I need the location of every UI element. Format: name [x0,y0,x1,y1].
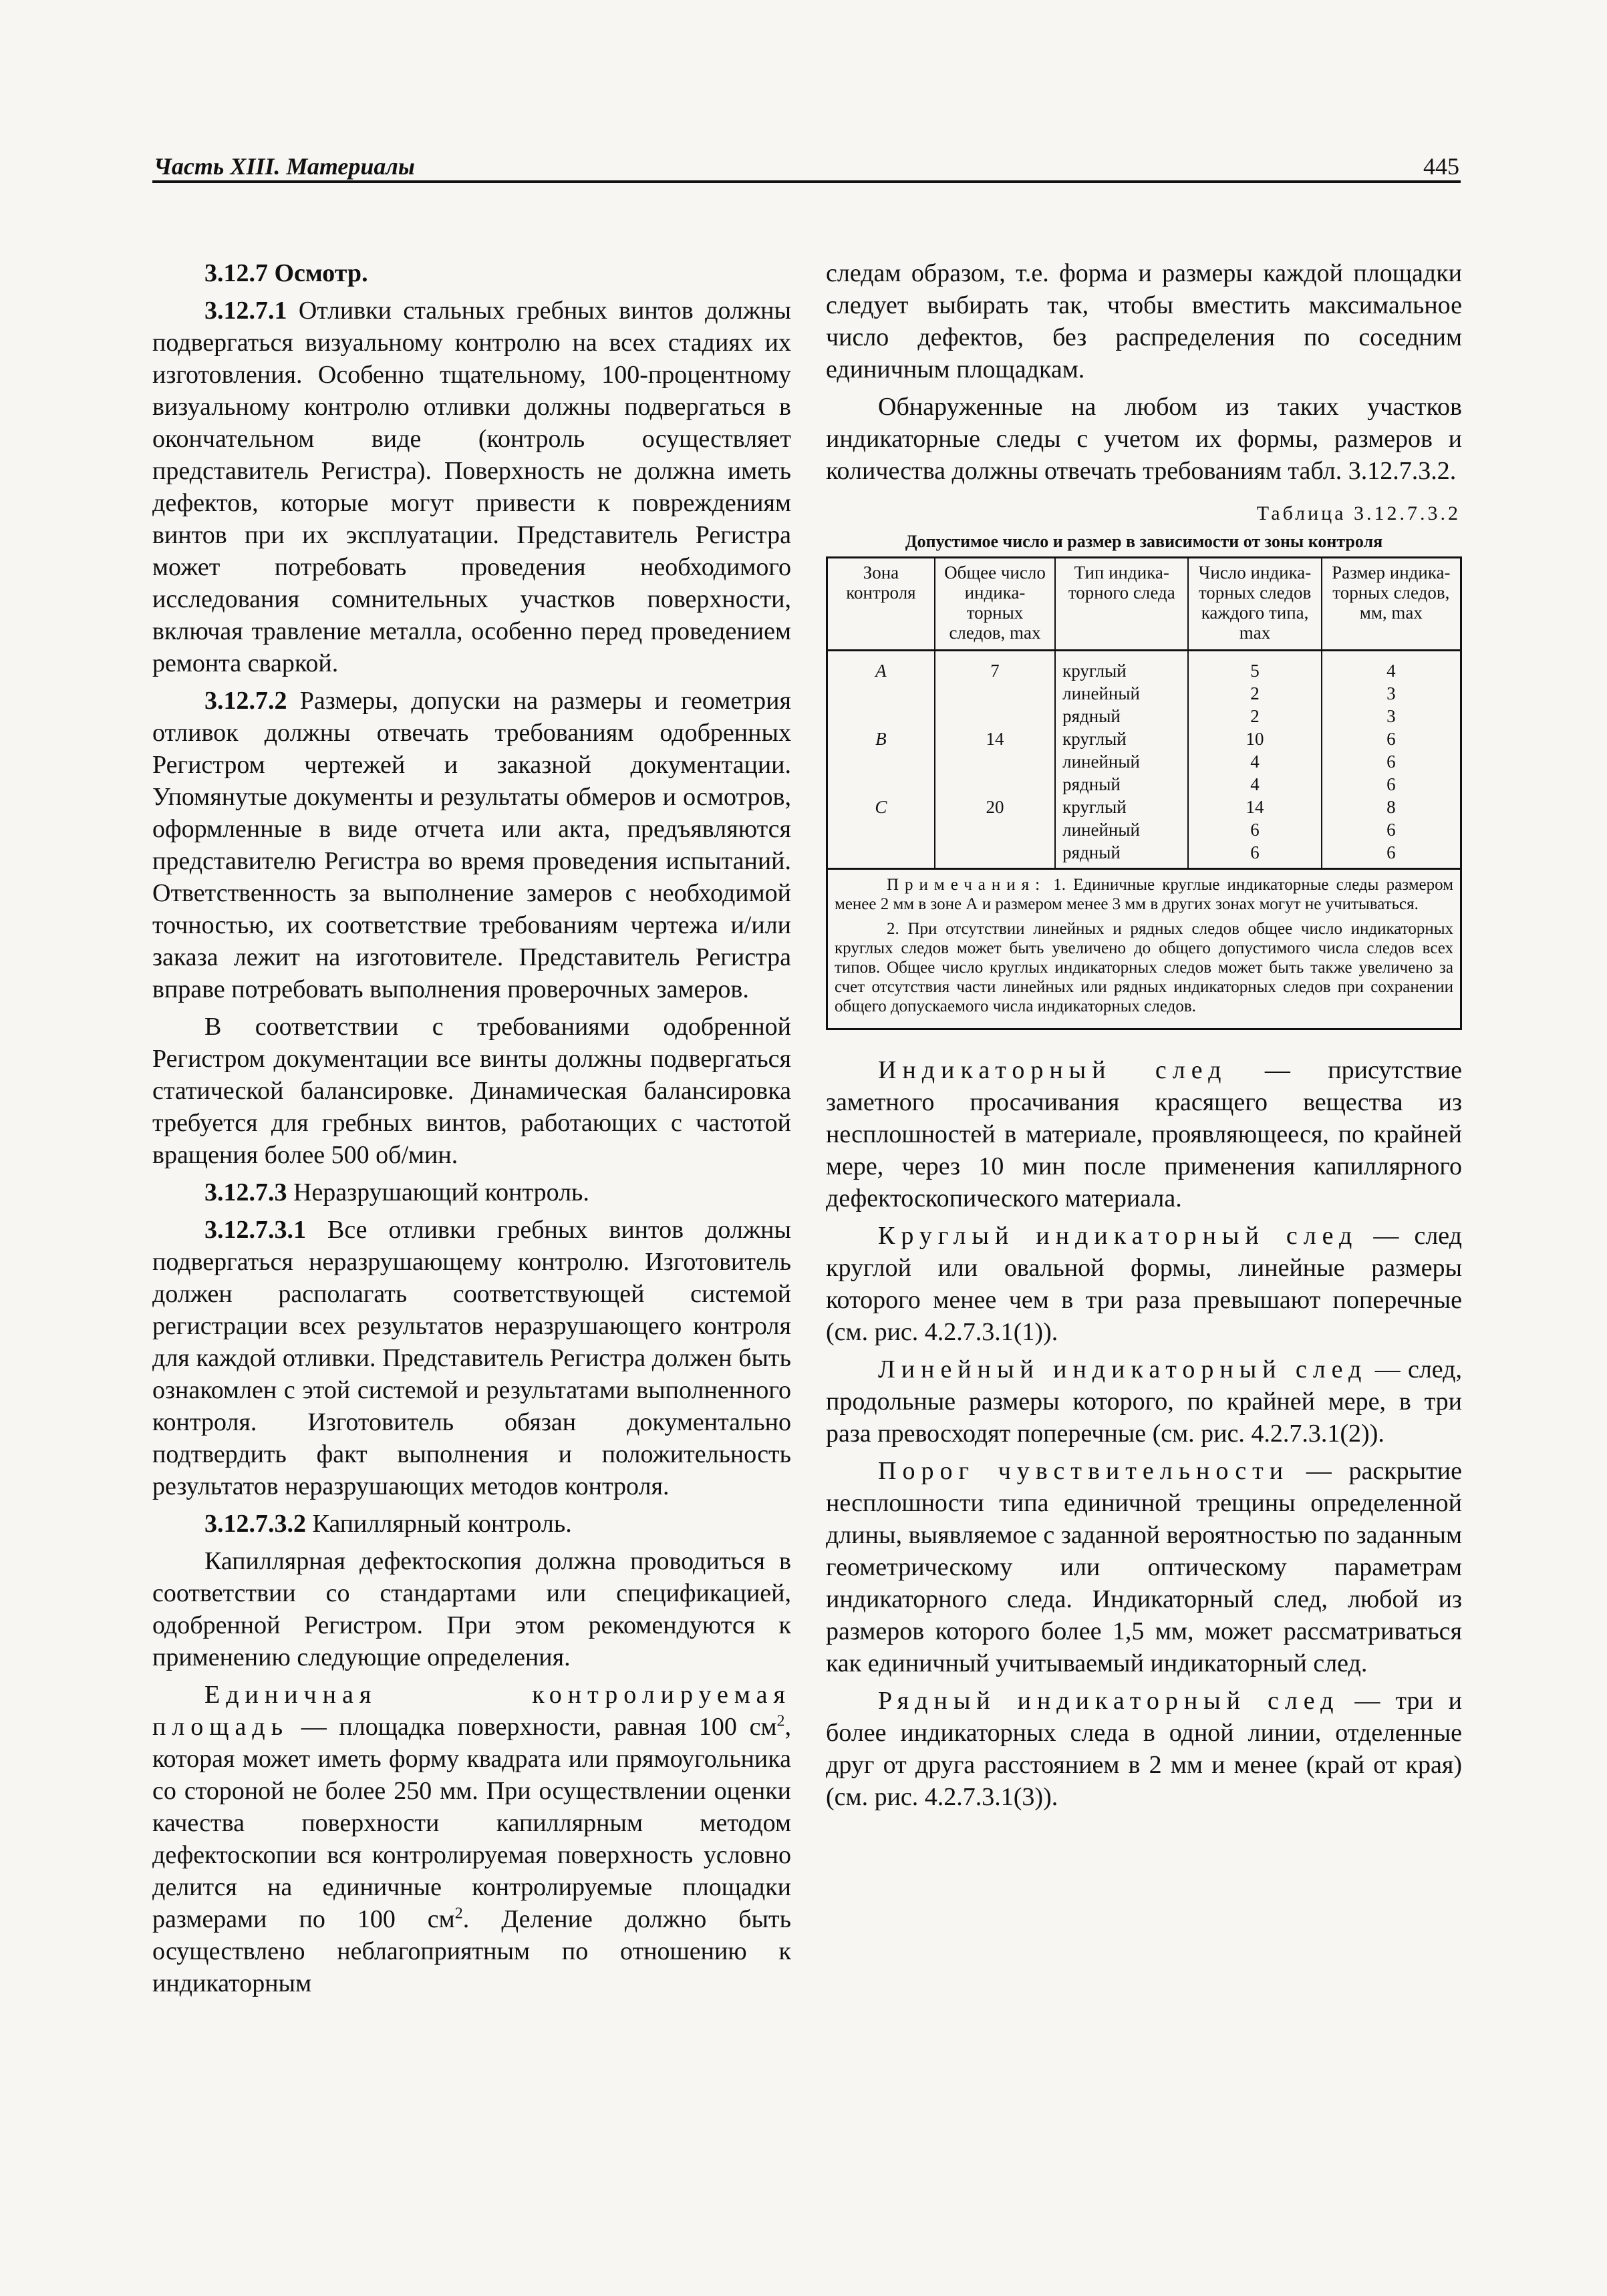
paragraph-capillary: Капиллярная дефектоскопия должна проводиться в соответствии со стандартами или спецификацией, одобренной Регистром. При этом рекомендуются к применению следующие определения. [152,1547,791,1671]
cell-type: круглый [1055,651,1188,683]
cell-zone: B [827,727,935,750]
superscript: 2 [776,1712,785,1730]
table-header-row [827,558,1461,651]
definition-term: Рядный индикаторный след [878,1687,1340,1715]
cell-zone: A [827,651,935,683]
cell-count: 2 [1188,705,1321,727]
running-header [152,148,1461,183]
clause-number: 3.12.7.3.2 [204,1510,306,1538]
table-row [827,773,1461,796]
cell-zone [827,818,935,841]
table-row [827,796,1461,818]
cell-type: линейный [1055,750,1188,773]
table-title: Допустимое число и размер в зависимости от зоны контроля [905,532,1383,551]
cell-type: рядный [1055,773,1188,796]
cell-size: 3 [1322,705,1461,727]
cell-zone [827,750,935,773]
note-text: 1. Единичные круглые индикаторные следы размером менее 2 мм в зоне А и размером менее 3 мм в других зонах могут не учитываться. [835,876,1453,913]
paragraph-3-12-7-1 [152,295,791,679]
cell-total [935,773,1055,796]
cell-size: 8 [1322,796,1461,818]
paragraph-text: Все отливки гребных винтов должны подвергаться неразрушающему контролю. Изготовитель должен располагать соответствующей системой регистрации всех результатов неразрушающего контроля для каждой отливки. Представитель Регистра должен быть ознакомлен с этой системой и результатами выполненного контроля. Изготовитель обязан документально подтвердить факт выполнения и положительность результатов неразрушающих методов контроля. [152,1216,791,1500]
running-title: Часть XIII. Материалы [154,153,415,180]
paragraph-3-12-7-3-1 [152,1214,791,1502]
table-notes [827,869,1461,1029]
header-size: Размер индика-торных следов, мм, max [1322,558,1461,651]
definition-indication [826,1054,1462,1214]
clause-number: 3.12.7.2 [204,687,287,715]
cell-zone [827,705,935,727]
definition-aligned [826,1685,1462,1813]
paragraph-text: Размеры, допуски на размеры и геометрия отливок должны отвечать требованиям одобренных Регистром чертежей и заказной документации. Упомянутые документы и результаты обмеров и осмотров, оформленные в виде отчета или акта, предъявляются представителю Регистра во время проведения испытаний. Ответственность за выполнение замеров с необходимой точностью, их соответствие требованиям чертежа и/или заказа лежит на изготовителе. Представитель Регистра вправе потребовать выполнения проверочных замеров. [152,687,791,1003]
left-column [152,257,791,2005]
section-heading-3-12-7: 3.12.7 Осмотр. [204,259,368,287]
paragraph-text: Капиллярный контроль. [306,1510,572,1538]
paragraph-3-12-7-3 [152,1176,791,1208]
cell-size: 3 [1322,682,1461,705]
cell-total [935,818,1055,841]
cell-zone [827,841,935,869]
definition-linear [826,1353,1462,1450]
cell-type: круглый [1055,796,1188,818]
cell-count: 4 [1188,750,1321,773]
cell-size: 6 [1322,841,1461,869]
table-row [827,651,1461,683]
table-row [827,841,1461,869]
paragraph-3-12-7-3-2 [152,1508,791,1540]
cell-size: 6 [1322,750,1461,773]
cell-count: 14 [1188,796,1321,818]
note-1 [835,875,1453,914]
cell-type: круглый [1055,727,1188,750]
cell-type: линейный [1055,818,1188,841]
paragraph-indications: Обнаруженные на любом из таких участков индикаторные следы с учетом их формы, размеров и количества должны отвечать требованиям табл. 3.12.7.3.2. [826,393,1462,485]
cell-type: рядный [1055,841,1188,869]
right-column [826,257,1462,1818]
paragraph-balancing: В соответствии с требованиями одобренной Регистром документации все винты должны подвергаться статической балансировке. Динамическая балансировка требуется для гребных винтов, работающих с частотой вращения более 500 об/мин. [152,1013,791,1169]
table-row [827,750,1461,773]
cell-count: 4 [1188,773,1321,796]
definition-text: — площадка поверхности, равная 100 см [289,1713,777,1741]
definition-round [826,1220,1462,1348]
definition-term: Линейный индикаторный след [878,1355,1368,1383]
note-2: 2. При отсутствии линейных и рядных следов общее число индикаторных круглых следов может быть увеличено до общего допустимого числа следов всех типов. Общее число круглых индикаторных следов может быть также увеличено за счет отсутствия части линейных или рядных индикаторных следов при сохранении общего допускаемого числа индикаторных следов. [835,920,1453,1015]
cell-total: 7 [935,651,1055,683]
header-total: Общее число индика-торных следов, max [935,558,1055,651]
header-count: Число индика-торных следов каждого типа, max [1188,558,1321,651]
cell-count: 5 [1188,651,1321,683]
table-row [827,727,1461,750]
table-notes-row [827,869,1461,1029]
cell-zone: C [827,796,935,818]
cell-count: 6 [1188,841,1321,869]
clause-number: 3.12.7.1 [204,297,287,325]
definition-threshold [826,1455,1462,1679]
cell-total: 20 [935,796,1055,818]
cell-count: 10 [1188,727,1321,750]
clause-number: 3.12.7.3 [204,1178,287,1206]
header-zone: Зона контроля [827,558,935,651]
cell-size: 6 [1322,818,1461,841]
cell-size: 6 [1322,727,1461,750]
definition-text: — присутствие заметного просачивания красящего вещества из несплошностей в материале, проявляющееся, по крайней мере, через 10 мин после применения капиллярного дефектоскопического материала. [826,1056,1462,1212]
superscript: 2 [454,1905,463,1923]
cell-total [935,841,1055,869]
table-caption: Таблица 3.12.7.3.2 [1256,502,1461,524]
cell-zone [827,773,935,796]
definition-term: Единичная контролируемая площадь [152,1681,791,1741]
paragraph-text: Отливки стальных гребных винтов должны подвергаться визуальному контролю на всех стадиях их изготовления. Особенно тщательному, 100-процентному визуальному контролю отливки должны подвергаться в окончательном виде (контроль осуществляет представитель Регистра). Поверхность не должна иметь дефектов, которые могут привести к повреждениям винтов при их эксплуатации. Представитель Регистра может потребовать проведения необходимого исследования сомнительных участков поверхности, включая травление металла, особенно перед проведением ремонта сваркой. [152,297,791,677]
table-row [827,682,1461,705]
header-type: Тип индика-торного следа [1055,558,1188,651]
cell-count: 6 [1188,818,1321,841]
indications-table [826,556,1462,1030]
definition-text: . Деление должно быть осуществлено неблагоприятным по отношению к индикаторным [152,1905,791,1997]
paragraph-continued: следам образом, т.е. форма и размеры каждой площадки следует выбирать так, чтобы вместить максимальное число дефектов, без распределения по соседним единичным площадкам. [826,259,1462,383]
definition-text: — след, продольные размеры которого, по крайней мере, в три раза превосходят поперечные (см. рис. 4.2.7.3.1(2)). [826,1355,1462,1448]
cell-type: линейный [1055,682,1188,705]
paragraph-3-12-7-2 [152,685,791,1005]
table-row [827,705,1461,727]
cell-total: 14 [935,727,1055,750]
cell-size: 6 [1322,773,1461,796]
cell-total [935,750,1055,773]
paragraph-text: Неразрушающий контроль. [287,1178,589,1206]
definition-term: Круглый индикаторный след [878,1222,1358,1250]
cell-total [935,705,1055,727]
definition-text: , которая может иметь форму квадрата или прямоугольника со стороной не более 250 мм. При осуществлении оценки качества поверхности капиллярным методом дефектоскопии вся контролируемая поверхность условно делится на единичные контролируемые площадки размерами по 100 см [152,1713,791,1933]
cell-count: 2 [1188,682,1321,705]
cell-total [935,682,1055,705]
clause-number: 3.12.7.3.1 [204,1216,306,1244]
definition-term: Индикаторный след [878,1056,1227,1084]
table-row [827,818,1461,841]
cell-type: рядный [1055,705,1188,727]
page-number: 445 [1423,153,1459,180]
definition-unit-area [152,1679,791,1999]
definition-text: — раскрытие несплошности типа единичной трещины определенной длины, выявляемое с заданной вероятностью по заданным геометрическому или оптическому параметрам индикаторного следа. Индикаторный след, любой из размеров которого более 1,5 мм, может рассматриваться как единичный учитываемый индикаторный след. [826,1457,1462,1677]
note-label: Примечания: [887,876,1046,894]
cell-zone [827,682,935,705]
definition-term: Порог чувствительности [878,1457,1290,1485]
definition-text: — след круглой или овальной формы, линейные размеры которого менее чем в три раза превышают поперечные (см. рис. 4.2.7.3.1(1)). [826,1222,1462,1346]
cell-size: 4 [1322,651,1461,683]
definition-text: — три и более индикаторных следа в одной линии, отделенные друг от друга расстоянием в 2 мм и менее (край от края) (см. рис. 4.2.7.3.1(3)). [826,1687,1462,1811]
